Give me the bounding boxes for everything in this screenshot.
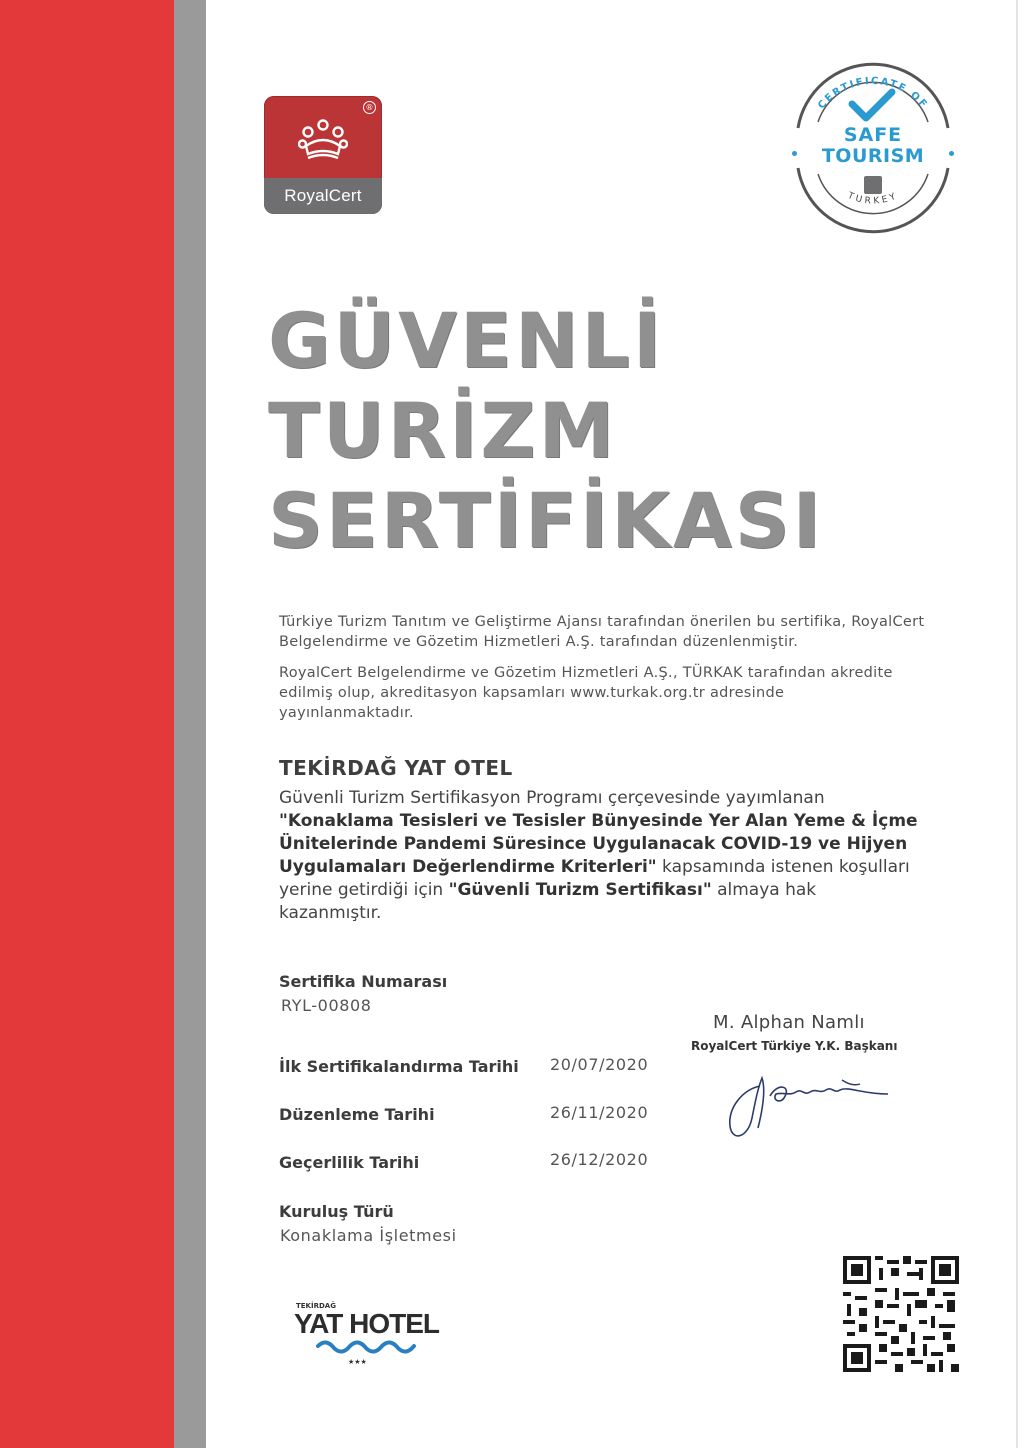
seal-dot-right: [949, 151, 954, 156]
signatory-name: M. Alphan Namlı: [713, 1012, 865, 1033]
royalcert-logo: [264, 96, 382, 214]
validity-date-label: Geçerlilik Tarihi: [279, 1153, 420, 1172]
statement-part-a: Güvenli Turizm Sertifikasyon Programı çerçevesinde yayımlanan: [279, 788, 825, 808]
qr-code-icon: [842, 1256, 960, 1372]
statement-part-e: almaya hak kazanmıştır.: [279, 880, 817, 923]
seal-arc-top: CERTIFICATE OF: [816, 75, 930, 112]
signature-icon: [722, 1068, 902, 1148]
holder-statement: [279, 787, 919, 925]
cert-number-value: RYL-00808: [281, 996, 372, 1015]
intro-paragraph-1: Türkiye Turizm Tanıtım ve Geliştirme Ajansı tarafından önerilen bu sertifika, RoyalCert Belgelendirme ve Gözetim Hizmetleri A.Ş. tarafından düzenlenmiştir.: [279, 614, 925, 650]
certificate-title: [268, 296, 824, 566]
mini-royalcert-icon: [864, 176, 882, 194]
seal-safe: SAFE: [843, 124, 903, 146]
page-edge: [1016, 0, 1018, 1448]
intro-paragraph-2: RoyalCert Belgelendirme ve Gözetim Hizmetleri A.Ş., TÜRKAK tarafından akredite edilmiş olup, akreditasyon kapsamları www.turkak.org.tr adresinde yayınlanmaktadır.: [279, 665, 893, 721]
royalcert-wordmark-text: RoyalCert: [284, 186, 362, 205]
holder-name: TEKİRDAĞ YAT OTEL: [279, 756, 513, 780]
svg-text:CERTIFICATE OF: [816, 76, 930, 111]
org-type-label: Kuruluş Türü: [279, 1202, 394, 1221]
issue-date-value: 26/11/2020: [550, 1103, 649, 1122]
statement-part-c: kapsamında istenen koşulları yerine getirdiği için: [279, 857, 910, 900]
seal-arc-bottom: TURKEY: [846, 190, 900, 207]
title-line-2: TURİZM: [268, 386, 618, 475]
title-line-3: SERTİFİKASI: [268, 476, 824, 565]
first-cert-date-label: İlk Sertifikalandırma Tarihi: [279, 1057, 519, 1076]
crown-icon: [298, 118, 348, 160]
title-line-1: GÜVENLİ: [268, 296, 665, 385]
issue-date-label: Düzenleme Tarihi: [279, 1105, 435, 1124]
hotel-stars: ★★★: [348, 1358, 367, 1366]
registered-mark: ®: [363, 101, 376, 114]
yat-hotel-logo: [290, 1302, 440, 1382]
red-side-band: [0, 0, 174, 1448]
signatory-role: RoyalCert Türkiye Y.K. Başkanı: [691, 1039, 898, 1053]
org-type-value: Konaklama İşletmesi: [280, 1226, 457, 1245]
royalcert-wordmark: [264, 178, 382, 214]
checkmark-icon: [852, 92, 892, 118]
statement-criteria: "Konaklama Tesisleri ve Tesisler Bünyesinde Yer Alan Yeme & İçme Ünitelerinde Pandemi Süresince Uygulanacak COVID-19 ve Hijyen Uygulamaları Değerlendirme Kriterleri": [279, 811, 918, 877]
first-cert-date-value: 20/07/2020: [550, 1055, 649, 1074]
seal-tourism: TOURISM: [821, 145, 925, 167]
safe-tourism-seal: [784, 58, 962, 236]
yat-hotel-big-text: YAT HOTEL: [294, 1308, 440, 1339]
statement-cert-name: "Güvenli Turizm Sertifikası": [448, 880, 712, 900]
validity-date-value: 26/12/2020: [550, 1150, 649, 1169]
wave-icon: [316, 1340, 416, 1358]
seal-dot-left: [792, 151, 797, 156]
yat-hotel-small-text: TEKİRDAĞ: [296, 1302, 336, 1310]
cert-number-label: Sertifika Numarası: [279, 972, 448, 991]
grey-side-band: [174, 0, 206, 1448]
